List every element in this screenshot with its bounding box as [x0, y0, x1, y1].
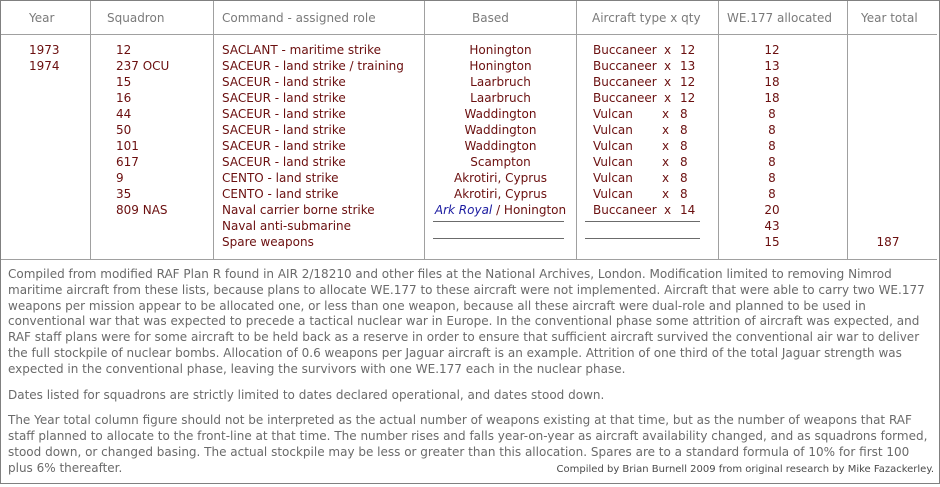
row-based: Laarbruch	[470, 91, 531, 105]
row-aircraft-qty: 8	[680, 139, 688, 153]
blank-aircraft-line	[585, 221, 700, 222]
row-squadron: 16	[116, 91, 132, 105]
row-allocated: 8	[768, 139, 776, 153]
row-squadron: 101	[116, 139, 139, 153]
row-aircraft-qty: 14	[680, 203, 696, 217]
row-allocated: 18	[764, 75, 780, 89]
row-based: Akrotiri, Cyprus	[454, 187, 547, 201]
row-squadron: 35	[116, 187, 132, 201]
row-aircraft-type: Buccaneer	[593, 91, 657, 105]
row-aircraft-type: Vulcan	[593, 123, 633, 137]
row-times-sign: x	[662, 107, 670, 121]
row-squadron: 617	[116, 155, 139, 169]
header-squadron: Squadron	[107, 11, 165, 25]
row-squadron: 50	[116, 123, 132, 137]
header-command: Command - assigned role	[222, 11, 376, 25]
row-times-sign: x	[664, 75, 672, 89]
row-aircraft-type: Buccaneer	[593, 59, 657, 73]
row-command: Spare weapons	[222, 235, 314, 249]
ship-name: Ark Royal	[434, 203, 493, 217]
row-allocated: 8	[768, 171, 776, 185]
row-command: Naval anti-submarine	[222, 219, 352, 233]
row-times-sign: x	[662, 123, 670, 137]
row-command: SACEUR - land strike	[222, 107, 346, 121]
row-based: Waddington	[464, 123, 537, 137]
row-allocated: 18	[764, 91, 780, 105]
row-allocated: 13	[764, 59, 780, 73]
row-command: SACEUR - land strike	[222, 155, 346, 169]
header-year-total: Year total	[861, 11, 918, 25]
row-based: Waddington	[464, 107, 537, 121]
row-allocated: 8	[768, 155, 776, 169]
row-based: Laarbruch	[470, 75, 531, 89]
row-command: SACEUR - land strike	[222, 91, 346, 105]
header-based: Based	[472, 11, 509, 25]
row-command: SACEUR - land strike	[222, 75, 346, 89]
row-squadron: 12	[116, 43, 132, 57]
row-squadron: 15	[116, 75, 132, 89]
note-paragraph: Dates listed for squadrons are strictly limited to dates declared operational, and dates stood down.	[8, 387, 605, 402]
row-based: Scampton	[470, 155, 531, 169]
row-aircraft-qty: 13	[680, 59, 696, 73]
column-divider	[847, 1, 848, 259]
row-aircraft-qty: 8	[680, 123, 688, 137]
row-based: Akrotiri, Cyprus	[454, 171, 547, 185]
row-aircraft-qty: 8	[680, 171, 688, 185]
row-based: Honington	[469, 59, 532, 73]
row-year: 1973	[29, 43, 60, 57]
row-allocated: 20	[764, 203, 780, 217]
row-based	[425, 202, 576, 218]
row-command: SACEUR - land strike	[222, 139, 346, 153]
row-aircraft-qty: 12	[680, 75, 696, 89]
row-aircraft-qty: 8	[680, 155, 688, 169]
header-divider	[1, 34, 937, 35]
blank-based-line	[433, 238, 564, 239]
row-aircraft-qty: 12	[680, 91, 696, 105]
column-divider	[576, 1, 577, 259]
row-times-sign: x	[664, 203, 672, 217]
row-allocated: 43	[764, 219, 780, 233]
credit: Compiled by Brian Burnell 2009 from original research by Mike Fazackerley.	[556, 464, 934, 475]
row-aircraft-type: Buccaneer	[593, 75, 657, 89]
row-aircraft-type: Vulcan	[593, 107, 633, 121]
row-aircraft-type: Vulcan	[593, 171, 633, 185]
row-based: Honington	[469, 43, 532, 57]
row-year-total: 187	[876, 235, 900, 249]
row-command: SACEUR - land strike	[222, 123, 346, 137]
row-aircraft-type: Vulcan	[593, 139, 633, 153]
row-aircraft-qty: 8	[680, 187, 688, 201]
row-squadron: 809 NAS	[116, 203, 168, 217]
row-times-sign: x	[664, 59, 672, 73]
row-based: Waddington	[464, 139, 537, 153]
row-allocated: 8	[768, 187, 776, 201]
blank-based-line	[433, 221, 564, 222]
base-name: / Honington	[492, 203, 567, 217]
row-times-sign: x	[664, 91, 672, 105]
row-times-sign: x	[662, 187, 670, 201]
row-allocated: 8	[768, 107, 776, 121]
row-times-sign: x	[662, 139, 670, 153]
note-paragraph: The Year total column figure should not be interpreted as the actual number of weapons existing at that time, but as the number of weapons that RAF staff planned to allocate to the front-line at that time. The number rises and falls year-on-year as aircraft availability changed, and as squadrons formed, stood down, or changed basing. The actual stockpile may be less or greater than this allocation. Spares are to a standard formula of 10% for first 100 plus 6% thereafter.	[8, 413, 928, 475]
row-allocated: 15	[764, 235, 780, 249]
header-allocated: WE.177 allocated	[727, 11, 832, 25]
row-squadron: 9	[116, 171, 124, 185]
row-command: CENTO - land strike	[222, 187, 339, 201]
row-aircraft-type: Buccaneer	[593, 43, 657, 57]
header-year: Year	[29, 11, 55, 25]
row-squadron: 44	[116, 107, 132, 121]
column-divider	[213, 1, 214, 259]
row-aircraft-type: Vulcan	[593, 187, 633, 201]
row-command: Naval carrier borne strike	[222, 203, 375, 217]
row-aircraft-qty: 12	[680, 43, 696, 57]
note-paragraph: Compiled from modified RAF Plan R found in AIR 2/18210 and other files at the National Archives, London. Modification limited to removing Nimrod maritime aircraft from these lists, because plans to allocate WE.177 to these aircraft were not implemented. Aircraft that were able to carry two WE.177 weapons per mission appear to be allocated one, or less than one weapon, because all these aircraft were dual-role and planned to be used in conventional war that was expected to precede a tactical nuclear war in Europe. In the conventional phase some attrition of aircraft was expected, and RAF staff plans were for some aircraft to be held back as a reserve in order to ensure that sufficient aircraft survived the conventional air war to deliver the full stockpile of nuclear bombs. Allocation of 0.6 weapons per Jaguar aircraft is an example. Attrition of one third of the total Jaguar strength was expected in the conventional phase, leaving the survivors with one WE.177 each in the nuclear phase.	[8, 267, 925, 376]
header-aircraft: Aircraft type x qty	[592, 11, 701, 25]
row-command: SACLANT - maritime strike	[222, 43, 382, 57]
row-times-sign: x	[662, 155, 670, 169]
row-times-sign: x	[662, 171, 670, 185]
row-aircraft-type: Buccaneer	[593, 203, 657, 217]
table-bottom-divider	[1, 259, 937, 260]
row-allocated: 8	[768, 123, 776, 137]
row-times-sign: x	[664, 43, 672, 57]
notes	[8, 267, 932, 487]
row-allocated: 12	[764, 43, 780, 57]
row-command: SACEUR - land strike / training	[222, 59, 404, 73]
row-aircraft-type: Vulcan	[593, 155, 633, 169]
column-divider	[90, 1, 91, 259]
row-command: CENTO - land strike	[222, 171, 339, 185]
row-year: 1974	[29, 59, 60, 73]
blank-aircraft-line	[585, 238, 700, 239]
row-aircraft-qty: 8	[680, 107, 688, 121]
row-squadron: 237 OCU	[116, 59, 170, 73]
